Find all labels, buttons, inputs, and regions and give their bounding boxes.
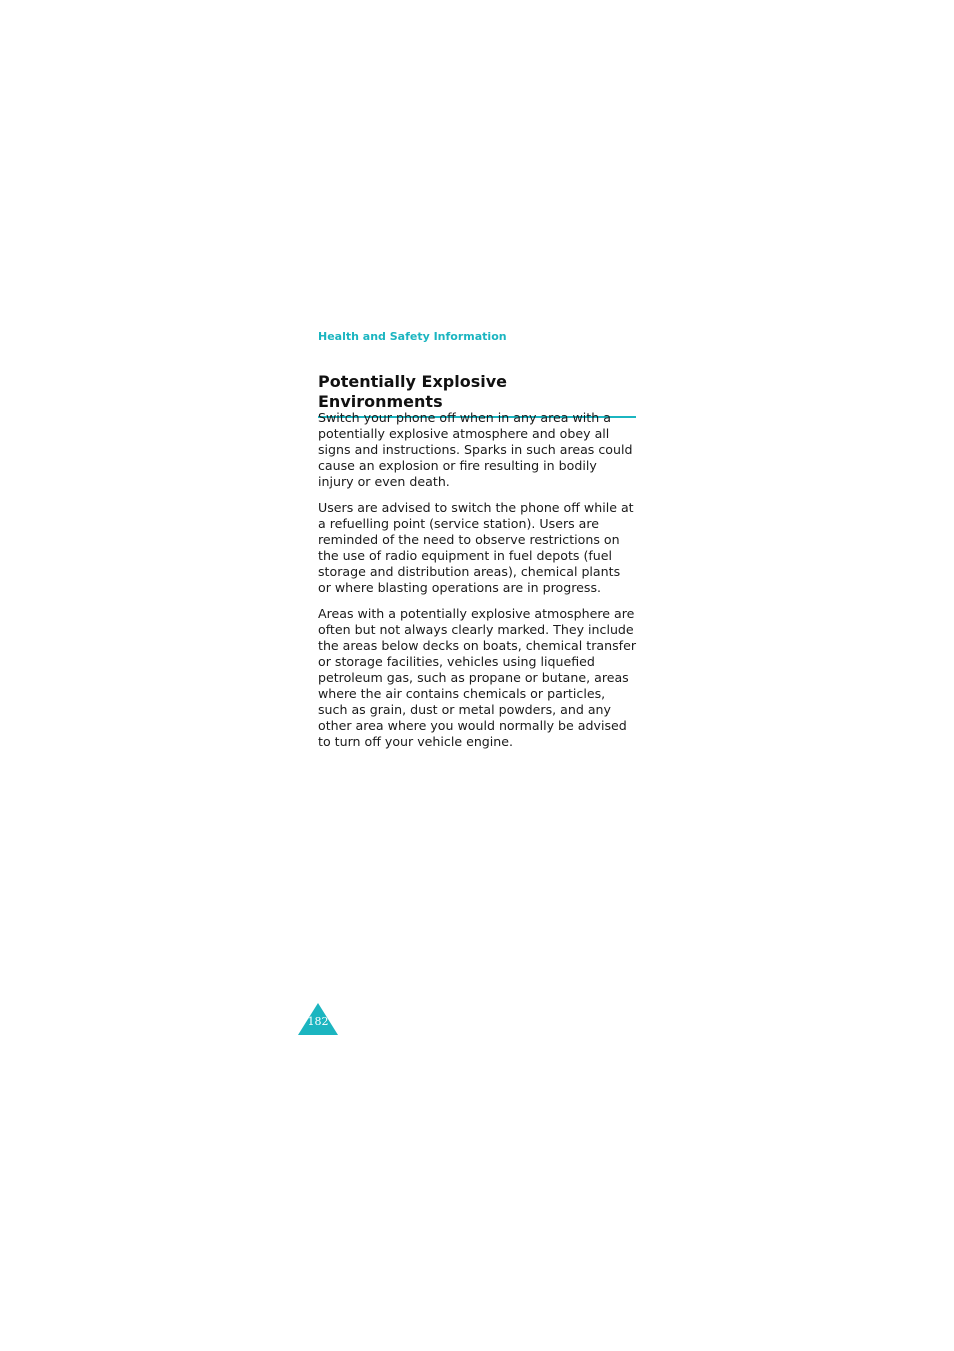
page-marker [298, 1003, 338, 1035]
paragraph-3: Areas with a potentially explosive atmosphere are often but not always clearly marked. They include the areas below decks on boats, chemical transfer or storage facilities, vehicles using liquefied petroleum gas, such as propane or butane, areas where the air contains chemicals or particles, such as grain, dust or metal powders, and any other area where you would normally be advised to turn off your vehicle engine. [318, 606, 637, 749]
paragraph-2: Users are advised to switch the phone off while at a refuelling point (service station). Users are reminded of the need to observe restrictions on the use of radio equipment in fuel depots (fuel storage and distribution areas), chemical plants or where blasting operations are in progress. [318, 500, 634, 595]
body-text [318, 410, 636, 760]
section-header: Health and Safety Information [318, 330, 507, 343]
page-title: Potentially Explosive Environments [318, 372, 636, 418]
paragraph-1: Switch your phone off when in any area with a potentially explosive atmosphere and obey all signs and instructions. Sparks in such areas could cause an explosion or fire resulting in bodily injury or even death. [318, 410, 633, 489]
page-number: 182 [307, 1015, 329, 1028]
